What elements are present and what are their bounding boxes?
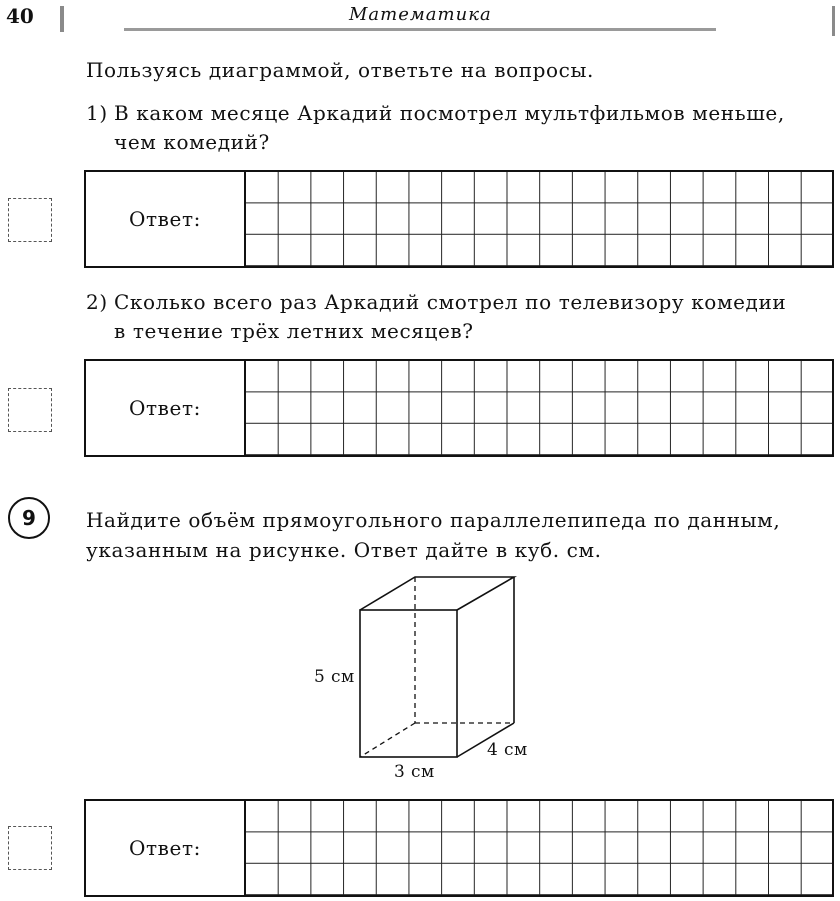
intro-text: Пользуясь диаграммой, ответьте на вопросы.: [86, 58, 594, 82]
page-number: 40: [6, 4, 34, 28]
subject-title: Математика: [349, 4, 492, 25]
question-1-line-1: В каком месяце Аркадий посмотрел мультфильмов меньше,: [114, 101, 785, 125]
height-label: 5 см: [314, 667, 355, 687]
width-label: 3 см: [394, 762, 435, 782]
answer-grid-3[interactable]: [246, 801, 832, 895]
task-9-line-1: Найдите объём прямоугольного параллелепипеда по данным,: [86, 508, 781, 532]
answer-label-2: Ответ:: [86, 361, 246, 455]
answer-label-3: Ответ:: [86, 801, 246, 895]
question-1-number: 1): [86, 101, 108, 125]
depth-label: 4 см: [487, 740, 528, 760]
top-face: [360, 577, 514, 610]
answer-box-3[interactable]: [84, 799, 834, 897]
hidden-left-edge: [360, 723, 415, 757]
question-2-line-1: Сколько всего раз Аркадий смотрел по телевизору комедии: [114, 290, 787, 314]
question-1-line-2: чем комедий?: [114, 130, 270, 154]
score-box-3: [8, 826, 52, 870]
task-9-line-2: указанным на рисунке. Ответ дайте в куб. см.: [86, 538, 602, 562]
task-number-badge: 9: [8, 497, 50, 539]
question-2-number: 2): [86, 290, 108, 314]
answer-label-1: Ответ:: [86, 172, 246, 266]
front-face: [360, 610, 457, 757]
question-2-line-2: в течение трёх летних месяцев?: [114, 319, 474, 343]
